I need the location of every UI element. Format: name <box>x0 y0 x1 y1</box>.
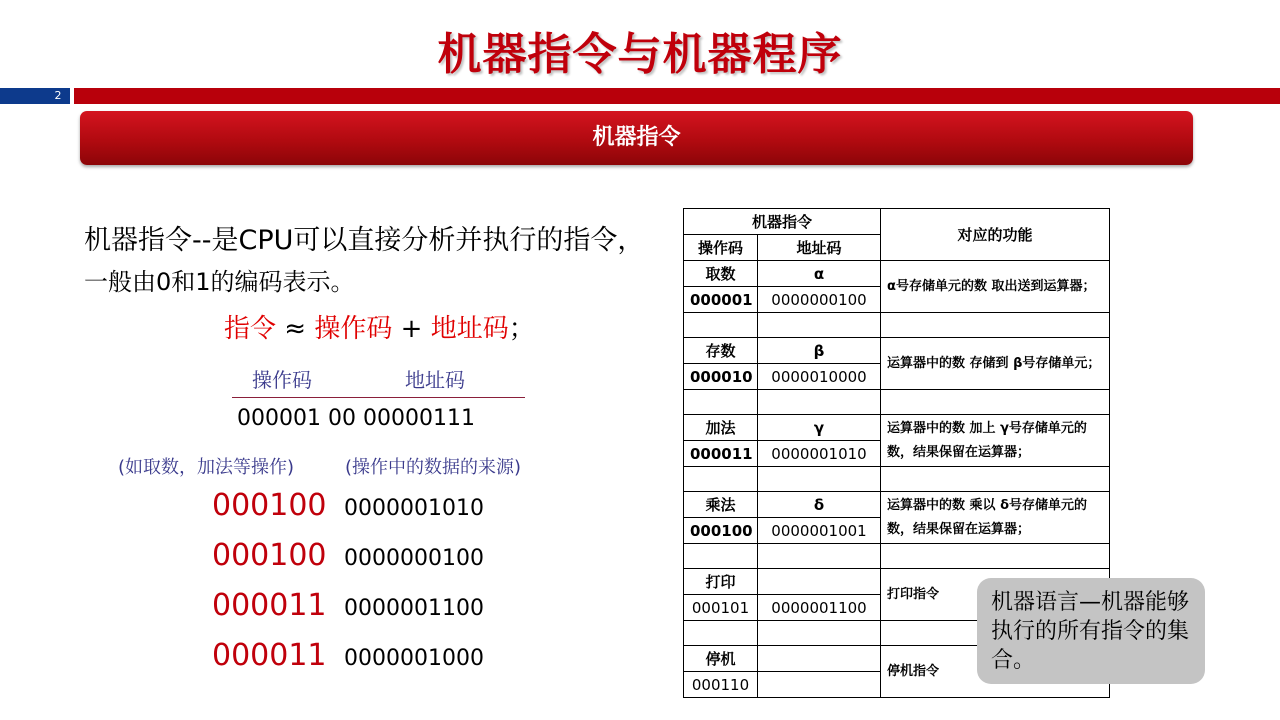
program-line <box>212 538 484 573</box>
program-opcode: 000011 <box>212 638 327 673</box>
formula-instruction: 指令 <box>224 314 277 344</box>
instruction-symbol <box>758 569 881 595</box>
table-header-func: 对应的功能 <box>881 209 1110 261</box>
instruction-function: 打印指令 <box>881 569 1110 621</box>
instruction-function: 运算器中的数 乘以 δ号存储单元的数，结果保留在运算器； <box>881 492 1110 544</box>
address-note: (操作中的数据的来源) <box>345 457 522 478</box>
instruction-name: 加法 <box>684 415 758 441</box>
program-line <box>212 638 484 673</box>
machine-language-callout: 机器语言—机器能够执行的所有指令的集合。 <box>977 578 1205 684</box>
definition-line-2: 一般由0和1的编码表示。 <box>84 268 355 296</box>
formula-address: 地址码 <box>430 314 509 344</box>
opcode-note: (如取数，加法等操作) <box>118 457 295 478</box>
instruction-name: 取数 <box>684 261 758 287</box>
address-label: 地址码 <box>405 368 465 392</box>
opcode-label: 操作码 <box>252 368 312 392</box>
formula-opcode: 操作码 <box>314 314 393 344</box>
instruction-address: 0000001100 <box>758 595 881 621</box>
table-header-address: 地址码 <box>758 235 881 261</box>
program-address: 0000001010 <box>344 496 484 521</box>
table-header-opcode: 操作码 <box>684 235 758 261</box>
program-address: 0000001000 <box>344 646 484 671</box>
instruction-symbol <box>758 646 881 672</box>
formula-end: ； <box>508 314 535 344</box>
example-code: 000001 00 00000111 <box>237 406 475 431</box>
program-address: 0000001100 <box>344 596 484 621</box>
instruction-formula <box>224 308 535 345</box>
header-bar-red <box>74 88 1280 104</box>
instruction-address <box>758 672 881 698</box>
instruction-name: 停机 <box>684 646 758 672</box>
slide-title: 机器指令与机器程序 <box>437 29 843 80</box>
table-spacer-row <box>684 390 1110 415</box>
instruction-opcode: 000100 <box>684 518 758 544</box>
page-number: 2 <box>54 89 62 102</box>
formula-approx: ≈ <box>276 314 315 344</box>
table-spacer-row <box>684 313 1110 338</box>
program-address: 0000000100 <box>344 546 484 571</box>
instruction-address: 0000001010 <box>758 441 881 467</box>
program-opcode: 000100 <box>212 488 327 523</box>
instruction-address: 0000010000 <box>758 364 881 390</box>
program-line <box>212 588 484 623</box>
instruction-opcode: 000011 <box>684 441 758 467</box>
instruction-symbol: δ <box>758 492 881 518</box>
instruction-name: 存数 <box>684 338 758 364</box>
instruction-symbol: γ <box>758 415 881 441</box>
instruction-function: 停机指令 <box>881 646 1110 698</box>
table-spacer-row <box>684 544 1110 569</box>
instruction-function: α号存储单元的数 取出送到运算器； <box>881 261 1110 313</box>
instruction-name: 乘法 <box>684 492 758 518</box>
table-header-group: 机器指令 <box>684 209 881 235</box>
definition-line-1: 机器指令--是CPU可以直接分析并执行的指令， <box>84 225 645 256</box>
program-opcode: 000100 <box>212 538 327 573</box>
instruction-opcode: 000101 <box>684 595 758 621</box>
section-banner: 机器指令 <box>80 111 1193 165</box>
instruction-address: 0000000100 <box>758 287 881 313</box>
instruction-opcode: 000110 <box>684 672 758 698</box>
program-opcode: 000011 <box>212 588 327 623</box>
table-spacer-row <box>684 467 1110 492</box>
instruction-symbol: α <box>758 261 881 287</box>
instruction-address: 0000001001 <box>758 518 881 544</box>
formula-plus: + <box>392 314 431 344</box>
instruction-function: 运算器中的数 加上 γ号存储单元的数，结果保留在运算器； <box>881 415 1110 467</box>
instruction-opcode: 000010 <box>684 364 758 390</box>
instruction-name: 打印 <box>684 569 758 595</box>
label-underline <box>232 397 525 398</box>
instruction-symbol: β <box>758 338 881 364</box>
program-line <box>212 488 484 523</box>
instruction-opcode: 000001 <box>684 287 758 313</box>
instruction-function: 运算器中的数 存储到 β号存储单元； <box>881 338 1110 390</box>
